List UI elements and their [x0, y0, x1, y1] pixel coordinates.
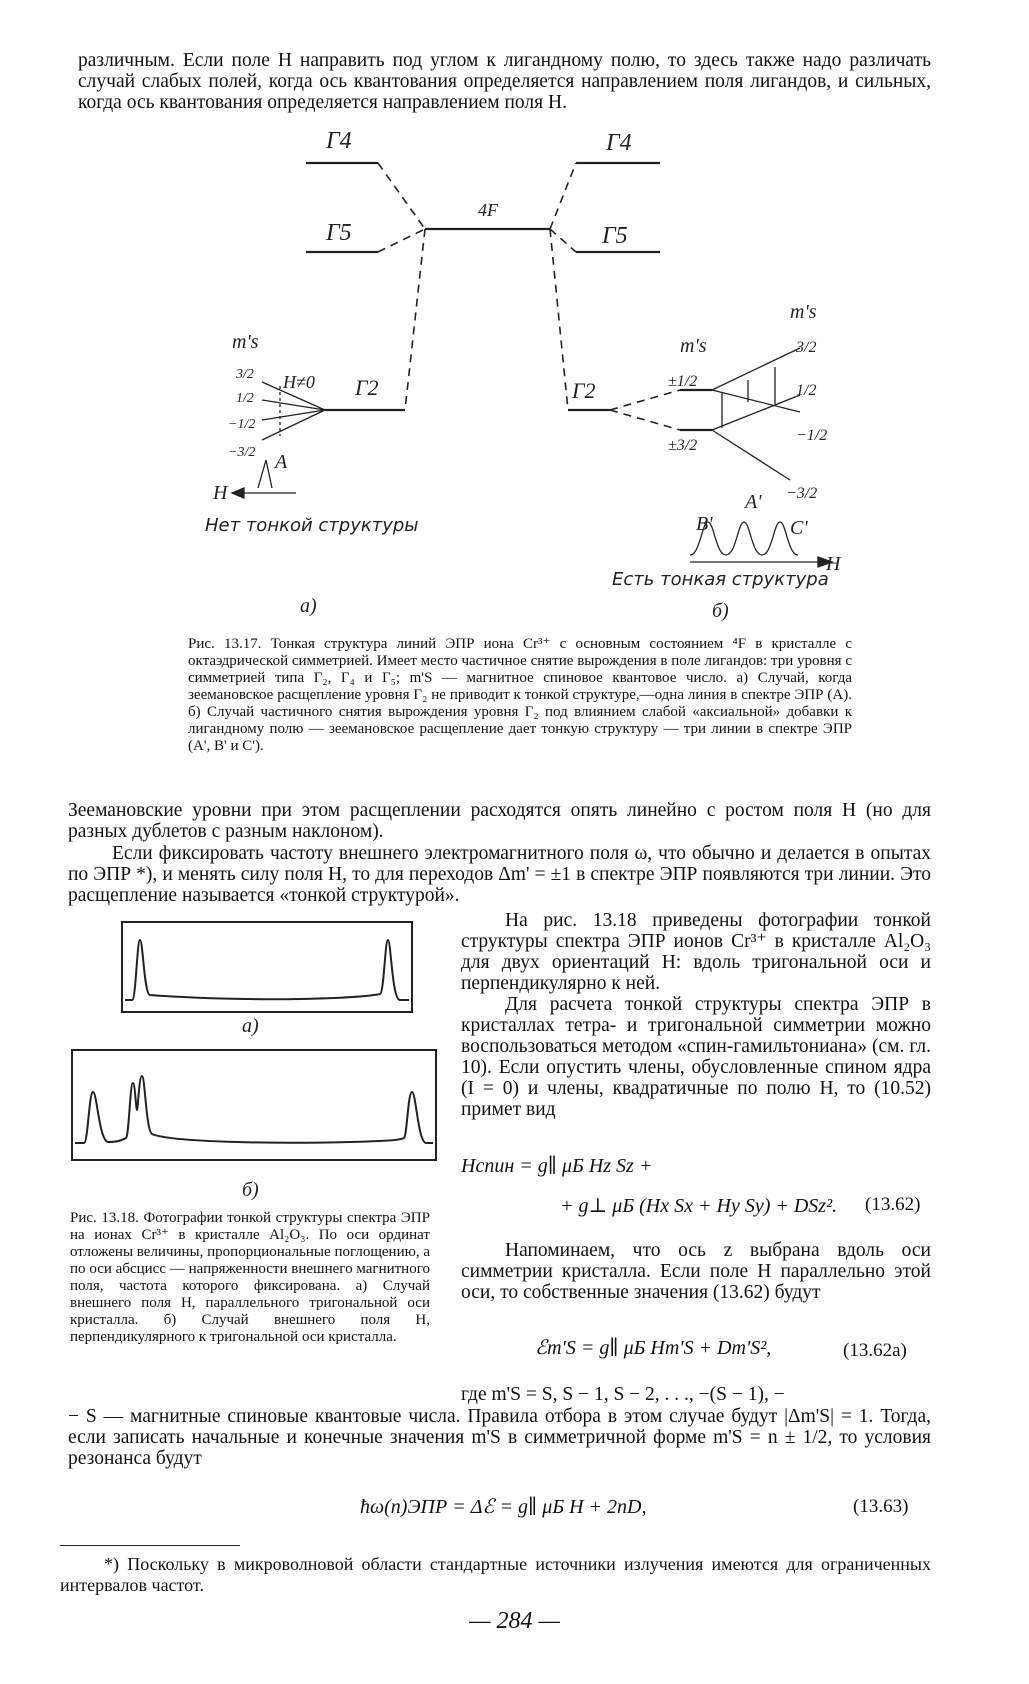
right-ms-value: −3/2 — [786, 485, 818, 502]
left-ms-value: −3/2 — [228, 445, 256, 460]
right-doublet-label: ±3/2 — [668, 437, 698, 454]
paragraph-fig-ref: На рис. 13.18 приведены фотографии тонкой структуры спектра ЭПР ионов Cr³⁺ в кристалле Al₂O₃ для двух ориентаций H: вдоль тригональной оси и перпендикулярно к ней. — [461, 910, 931, 994]
left-ms-value: −1/2 — [228, 417, 256, 432]
label-gamma2-left: Γ2 — [355, 375, 379, 400]
label-h-ne-0: H≠0 — [283, 372, 315, 392]
label-peak-a: A — [275, 451, 288, 473]
label-gamma5-right: Γ5 — [602, 223, 628, 249]
left-ms-value: 1/2 — [236, 391, 254, 406]
label-photo-a: а) — [242, 1015, 259, 1037]
equation-13-62a: ℰm'S = g∥ μБ Hm'S + Dm'S², — [535, 1337, 772, 1359]
page-number: — 284 — — [469, 1608, 560, 1634]
label-ms-left: m's — [232, 331, 259, 353]
paragraph-fine-structure: Если фиксировать частоту внешнего электромагнитного поля ω, что обычно и делается в опытах по ЭПР *), и менять силу поля H, то для переходов Δm' = ±1 в спектре ЭПР появляются три линии. Это расщепление называется «тонкой структурой». — [68, 843, 931, 906]
paragraph-zeeman: Зеемановские уровни при этом расщеплении расходятся опять линейно с ростом поля H (но для разных дублетов с разным наклоном). — [68, 800, 931, 842]
figure-13-17-diagram — [0, 120, 1029, 640]
label-gamma4-right: Γ4 — [606, 130, 632, 156]
label-peak-a1: A' — [745, 491, 762, 513]
label-part-b: б) — [712, 600, 729, 622]
label-no-fine-structure: Нет тонкой структуры — [205, 515, 419, 536]
top-paragraph: различным. Если поле H направить под углом к лигандному полю, то здесь также надо различать случай слабых полей, когда ось квантования определяется направлением поля лигандов, и сильных, когда ось квантования определяется направлением поля H. — [78, 50, 931, 113]
equation-13-63-number: (13.63) — [853, 1496, 909, 1517]
right-ms-value: 3/2 — [796, 339, 817, 356]
label-peak-c1: C' — [790, 517, 808, 539]
figure-13-18-caption: Рис. 13.18. Фотографии тонкой структуры спектра ЭПР на ионах Cr³⁺ в кристалле Al₂O₃. По оси ординат отложены величины, пропорциональные поглощению, а по оси абсцисс — напряженности внешнего магнитного поля, частота которого фиксирована. а) Случай внешнего поля H, параллельного тригональной оси кристалла. б) Случай внешнего поля H, перпендикулярного к тригональной оси кристалла. — [70, 1210, 430, 1345]
label-ms-right-top: m's — [790, 301, 817, 323]
paragraph-spin-hamiltonian: Для расчета тонкой структуры спектра ЭПР в кристаллах тетра- и тригональной симметрии можно воспользоваться методом «спин-гамильтониана» (см. гл. 10). Если опустить члены, обусловленные спином ядра (I = 0) и члены, квадратичные по полю H, то (10.52) примет вид — [461, 994, 931, 1120]
right-column — [461, 910, 931, 1120]
label-h-axis-left: H — [213, 482, 228, 504]
equation-13-62-line2: + g⊥ μБ (Hx Sx + Hy Sy) + DSz². — [560, 1195, 838, 1217]
label-gamma2-right: Γ2 — [572, 378, 596, 403]
footnote: *) Поскольку в микроволновой области стандартные источники излучения имеются для ограниченных интервалов частот. — [60, 1554, 931, 1595]
figure-13-17-caption: Рис. 13.17. Тонкая структура линий ЭПР иона Cr³⁺ с основным состоянием ⁴F в кристалле с октаэдрической симметрией. Имеет место частичное снятие вырождения в поле лигандов: три уровня с симметрией типа Γ₂, Γ₄ и Γ₅; m'S — магнитное спиновое квантовое число. а) Случай, когда зеемановское расщепление уровня Γ₂ не приводит к тонкой структуре,—одна линия в спектре ЭПР (A). б) Случай частичного снятия вырождения уровня Γ₂ под влиянием слабой «аксиальной» добавки к лигандному полю — зеемановское расщепление дает тонкую структуру — три линии в спектре ЭПР (A', B' и C'). — [188, 636, 852, 754]
label-h-axis-right: H — [826, 553, 841, 575]
label-part-a: а) — [300, 595, 317, 617]
left-ms-value: 3/2 — [236, 367, 254, 382]
equation-13-62-number: (13.62) — [865, 1194, 921, 1215]
label-4f: 4F — [478, 200, 498, 220]
footnote-rule — [60, 1545, 240, 1546]
label-gamma5-left: Γ5 — [326, 220, 352, 246]
paragraph-quantum-numbers-first: где m'S = S, S − 1, S − 2, . . ., −(S − 1), − — [461, 1384, 785, 1405]
paragraph-axis-z: Напоминаем, что ось z выбрана вдоль оси симметрии кристалла. Если поле H параллельно этой оси, то собственные значения (13.62) будут — [461, 1240, 931, 1303]
equation-13-62a-number: (13.62а) — [843, 1340, 907, 1361]
label-peak-b1: B' — [696, 513, 713, 535]
right-ms-value: 1/2 — [796, 382, 817, 399]
equation-13-62-line1: Hспин = g∥ μБ Hz Sz + — [461, 1155, 653, 1177]
label-gamma4-left: Γ4 — [326, 128, 352, 154]
label-photo-b: б) — [242, 1179, 259, 1201]
equation-13-63: ħω(n)ЭПР = Δℰ = g∥ μБ H + 2nD, — [360, 1496, 647, 1518]
right-doublet-label: ±1/2 — [668, 373, 698, 390]
label-has-fine-structure: Есть тонкая структура — [612, 569, 829, 590]
paragraph-selection-rules: − S — магнитные спиновые квантовые числа. Правила отбора в этом случае будут |Δm'S| = 1. Тогда, если записать начальные и конечные значения m'S в симметричной форме m'S = n ± 1/2, то условия резонанса будут — [68, 1406, 931, 1469]
figure-13-18-photos — [70, 920, 450, 1210]
right-ms-value: −1/2 — [796, 427, 828, 444]
label-ms-right-mid: m's — [680, 335, 707, 357]
